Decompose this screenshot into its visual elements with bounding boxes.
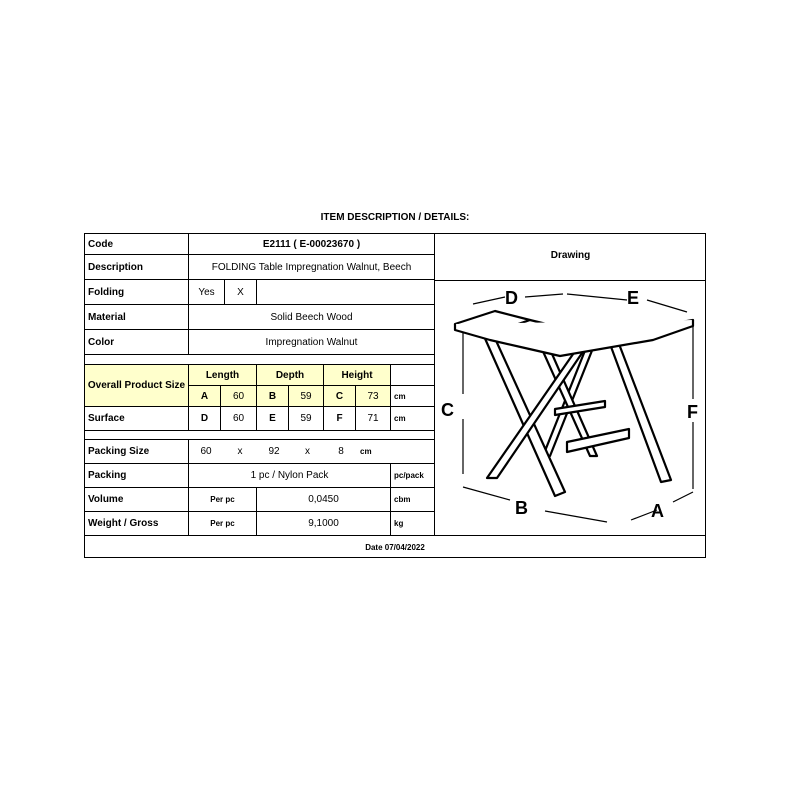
overall-size-label: Overall Product Size [85,365,189,407]
folding-label: Folding [85,280,189,305]
overall-unit: cm [391,386,435,407]
weight-per: Per pc [189,512,257,536]
value-f: 71 [356,407,391,431]
dim-line-e-left [567,294,627,300]
letter-c: C [324,386,356,407]
depth-header: Depth [257,365,324,386]
dim-line-d-right [525,294,563,297]
code-value: E2111 ( E-00023670 ) [189,234,435,255]
dim-line-d-left [473,297,505,304]
folding-mark: X [225,280,257,305]
details-heading: ITEM DESCRIPTION / DETAILS: [320,212,470,223]
letter-f: F [324,407,356,431]
volume-value: 0,0450 [257,488,391,512]
details-sheet [84,233,706,558]
letter-d: D [189,407,221,431]
label-a: A [651,501,664,521]
packing-length: 60 [189,440,223,464]
packing-size-unit: cm [358,440,435,464]
letter-b: B [257,386,289,407]
code-label: Code [85,234,189,255]
color-label: Color [85,330,189,355]
side-leg [610,344,671,482]
letter-e: E [257,407,289,431]
label-c: C [441,400,454,420]
value-a: 60 [221,386,257,407]
date-stamp: Date 07/04/2022 [365,542,425,552]
material-value: Solid Beech Wood [189,305,435,330]
value-c: 73 [356,386,391,407]
volume-label: Volume [85,488,189,512]
packing-x-1: x [223,440,257,464]
drawing-panel [435,234,706,536]
letter-a: A [189,386,221,407]
packing-unit: pc/pack [391,464,435,488]
label-b: B [515,498,528,518]
folding-table-drawing [435,234,706,536]
surface-unit: cm [391,407,435,431]
height-header: Height [324,365,391,386]
length-header: Length [189,365,257,386]
value-d: 60 [221,407,257,431]
packing-value: 1 pc / Nylon Pack [189,464,391,488]
back-stretcher [555,401,605,415]
spacer-row-2 [85,431,435,440]
weight-label: Weight / Gross [85,512,189,536]
weight-value: 9,1000 [257,512,391,536]
folding-yes: Yes [189,280,225,305]
label-f: F [687,402,698,422]
weight-unit: kg [391,512,435,536]
front-stretcher [567,429,629,452]
volume-per: Per pc [189,488,257,512]
label-d: D [505,288,518,308]
packing-width: 92 [257,440,291,464]
surface-label: Surface [85,407,189,431]
volume-unit: cbm [391,488,435,512]
value-e: 59 [289,407,324,431]
description-label: Description [85,255,189,280]
packing-size-label: Packing Size [85,440,189,464]
dim-line-b-right [545,511,607,522]
unit-header-blank [391,365,435,386]
folding-blank [257,280,435,305]
material-label: Material [85,305,189,330]
dim-line-e-right [647,300,687,312]
packing-height: 8 [324,440,358,464]
dim-line-a-right [673,492,693,502]
drawing-title: Drawing [550,250,591,261]
packing-label: Packing [85,464,189,488]
dim-line-b-left [463,487,510,500]
label-e: E [627,288,640,308]
packing-x-2: x [291,440,324,464]
color-value: Impregnation Walnut [189,330,435,355]
description-value: FOLDING Table Impregnation Walnut, Beech [189,255,435,280]
value-b: 59 [289,386,324,407]
spacer-row [85,355,435,365]
